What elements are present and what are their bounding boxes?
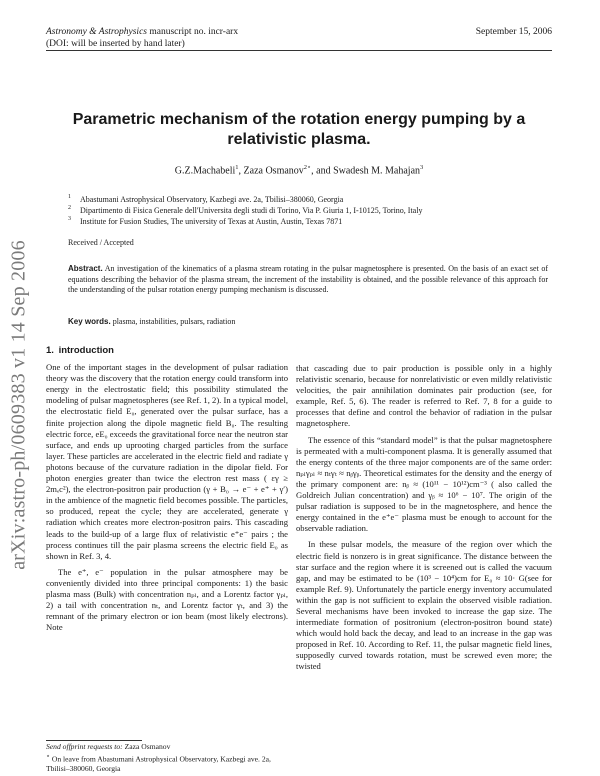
paragraph: that cascading due to pair production is possible only in a highly relativistic scenario, because for nonrelativistic or even mildly relativistic velocities, the pair annihilation dominates pair production (see, for example, Ref. 5, 6). The reader is referred to Ref. 7, 8 for a guide to processes that define and control the behavior of radiation in the pulsar magnetosphere. <box>296 363 552 429</box>
footnote-mark: ⋆ <box>46 752 50 760</box>
journal-name: Astronomy & Astrophysics <box>46 27 147 37</box>
header-left <box>46 26 238 50</box>
author-1-mark: 1 <box>235 164 239 171</box>
affiliation-text: Dipartimento di Fisica Generale dell'Universita degli studi di Torino, Via P. Giuria 1, I-10125, Torino, Italy <box>80 206 423 215</box>
keywords-label: Key words. <box>68 317 111 326</box>
title-line-2: relativistic plasma. <box>227 131 371 148</box>
paragraph: One of the important stages in the development of pulsar radiation theory was the discovery that the rotation energy could transform into energy in the electrostatic field; this possibility stimulated the modeling of pulsar magnetospheres (see Ref. 1, 2). In a typical model, the electrostatic field E₀, generated over the pulsar surface, has a finite projection along the dipole magnetic field B₀. The resulting electric force, eE₀ exceeds the gravitational force near the neutron star surface, and ends up uprooting charged particles from the surface layer. These particles are accelerated in the electric field and radiate γ photons because of the curvature radiation in the dipolar field. For photon energies greater than twice the electron rest mass ( εγ ≥ 2mₑc²), the electron-positron pair production (γ + B₀ → e⁻ + e⁺ + γ′) in the ambience of the magnetic field becomes possible. The particles, so produced, repeat the cycle; they are accelerated, generate γ radiation which creates more electron-positron pairs. This cascading leads to the build-up of a large flux of relativistic e⁺e⁻ pairs ; the process continues till the pair plasma screens the electric field E₀ as shown in Ref. 3, 4. <box>46 362 288 561</box>
header-date: September 15, 2006 <box>475 27 552 37</box>
paragraph: The essence of this “standard model” is that the pulsar magnetosphere is permeated with a multi-component plasma. It is generally assumed that the energy contents of the three major components are of the same order: nₚₗγₚₗ ≈ nₜγₜ ≈ nᵦγᵦ. Theoretical estimates for the density and the energy of the primary component are: nᵦ ≈ (10¹¹ − 10¹²)cm⁻³ ( also called the Goldreich Julian concentration) and γᵦ ≈ 10⁶ − 10⁷. The origin of the pulsar radiation is supposed to be in the magnetosphere, and hence the energy contained in the e⁺e⁻ plasma must be enough to account for the observable radiation. <box>296 434 552 534</box>
offprint-footnote <box>46 742 288 752</box>
author-2: Zaza Osmanov <box>243 165 304 177</box>
offprint-name: Zaza Osmanov <box>124 742 171 751</box>
arxiv-id: arXiv:astro-ph/0609383 v1 14 Sep 2006 <box>7 240 30 570</box>
arxiv-side-stamp <box>2 200 36 610</box>
body-column-left <box>46 345 288 633</box>
keywords-text: plasma, instabilities, pulsars, radiation <box>112 317 236 326</box>
author-3-mark: 3 <box>420 164 424 171</box>
author-separator-2: , and <box>311 165 334 177</box>
manuscript-number: manuscript no. incr-arx <box>149 27 239 37</box>
author-3: Swadesh M. Mahajan <box>333 165 421 177</box>
keywords <box>68 317 548 326</box>
author-separator-1: , <box>238 165 244 177</box>
body-column-right <box>296 363 552 673</box>
section-title: introduction <box>58 345 114 356</box>
paragraph: The e⁺, e⁻ population in the pulsar atmosphere may be conveniently divided into three principal components: 1) the basic plasma mass (Bulk) with concentration nₚₗ, and a Lorentz factor γₚₗ, 2) a tail with concentration nₜ, and Lorentz factor γₜ, and 3) the remnant of the primary electron or ion beam (most likely electrons). Note <box>46 566 288 633</box>
affiliation-3 <box>68 216 548 227</box>
doi-note: (DOI: will be inserted by hand later) <box>46 39 185 49</box>
affiliation-text: Abastumani Astrophysical Observatory, Kazbegi ave. 2a, Tbilisi–380060, Georgia <box>80 195 344 204</box>
author-1: G.Z.Machabeli <box>174 165 236 177</box>
footnote-text: On leave from Abastumani Astrophysical Observatory, Kazbegi ave. 2a, Tbilisi–380060, Georgia <box>46 754 271 773</box>
affiliation-1 <box>68 194 548 205</box>
abstract <box>68 264 548 296</box>
leave-footnote <box>46 752 288 774</box>
affiliation-text: Institute for Fusion Studies, The university of Texas at Austin, Austin, Texas 7871 <box>80 217 343 226</box>
title-line-1: Parametric mechanism of the rotation energy pumping by a <box>72 111 526 128</box>
received-accepted: Received / Accepted <box>68 238 134 247</box>
affiliation-mark: 1 <box>68 194 71 200</box>
paragraph: In these pulsar models, the measure of the region over which the electric field is nonzero is in great significance. The distance between the star surface and the region where it is screened out is called the vacuum gap, and may be estimated to be (10³ − 10⁴)cm for E₀ ≈ 10· G(see for example Ref. 9). Unfortunately the particle energy inventory accumulated within the gap is not sufficient to explain the observed visible radiation. Several mechanisms have been invoked to increase the gap size. The intermediate formation of positronium (electron-positron bound state) which would hold back the decay, and lead to an increase in the gap was proposed in Ref. 10. According to Ref. 11, the pulsar magnetic field lines, supposedly curved towards rotation, must be screwed even more; the twisted <box>296 539 552 672</box>
affiliation-mark: 3 <box>68 216 71 222</box>
author-2-mark: 2⋆ <box>303 164 312 171</box>
paper-title <box>46 110 552 150</box>
header-rule <box>46 50 552 51</box>
footnote-rule <box>46 740 142 741</box>
affiliations <box>68 194 548 227</box>
section-heading <box>46 345 288 356</box>
author-list <box>46 163 552 176</box>
affiliation-mark: 2 <box>68 205 71 211</box>
affiliation-2 <box>68 205 548 216</box>
abstract-text: An investigation of the kinematics of a plasma stream rotating in the pulsar magnetosphere is presented. On the basis of an exact set of equations describing the behavior of the plasma stream, the increment of the instability is obtained, and the possible relevance of this approach for the understanding of the pulsar rotation energy pumping mechanism is discussed. <box>68 264 548 294</box>
section-number: 1. <box>46 345 54 356</box>
offprint-label: Send offprint requests to: <box>46 742 123 751</box>
abstract-label: Abstract. <box>68 264 103 273</box>
footnotes <box>46 742 288 773</box>
